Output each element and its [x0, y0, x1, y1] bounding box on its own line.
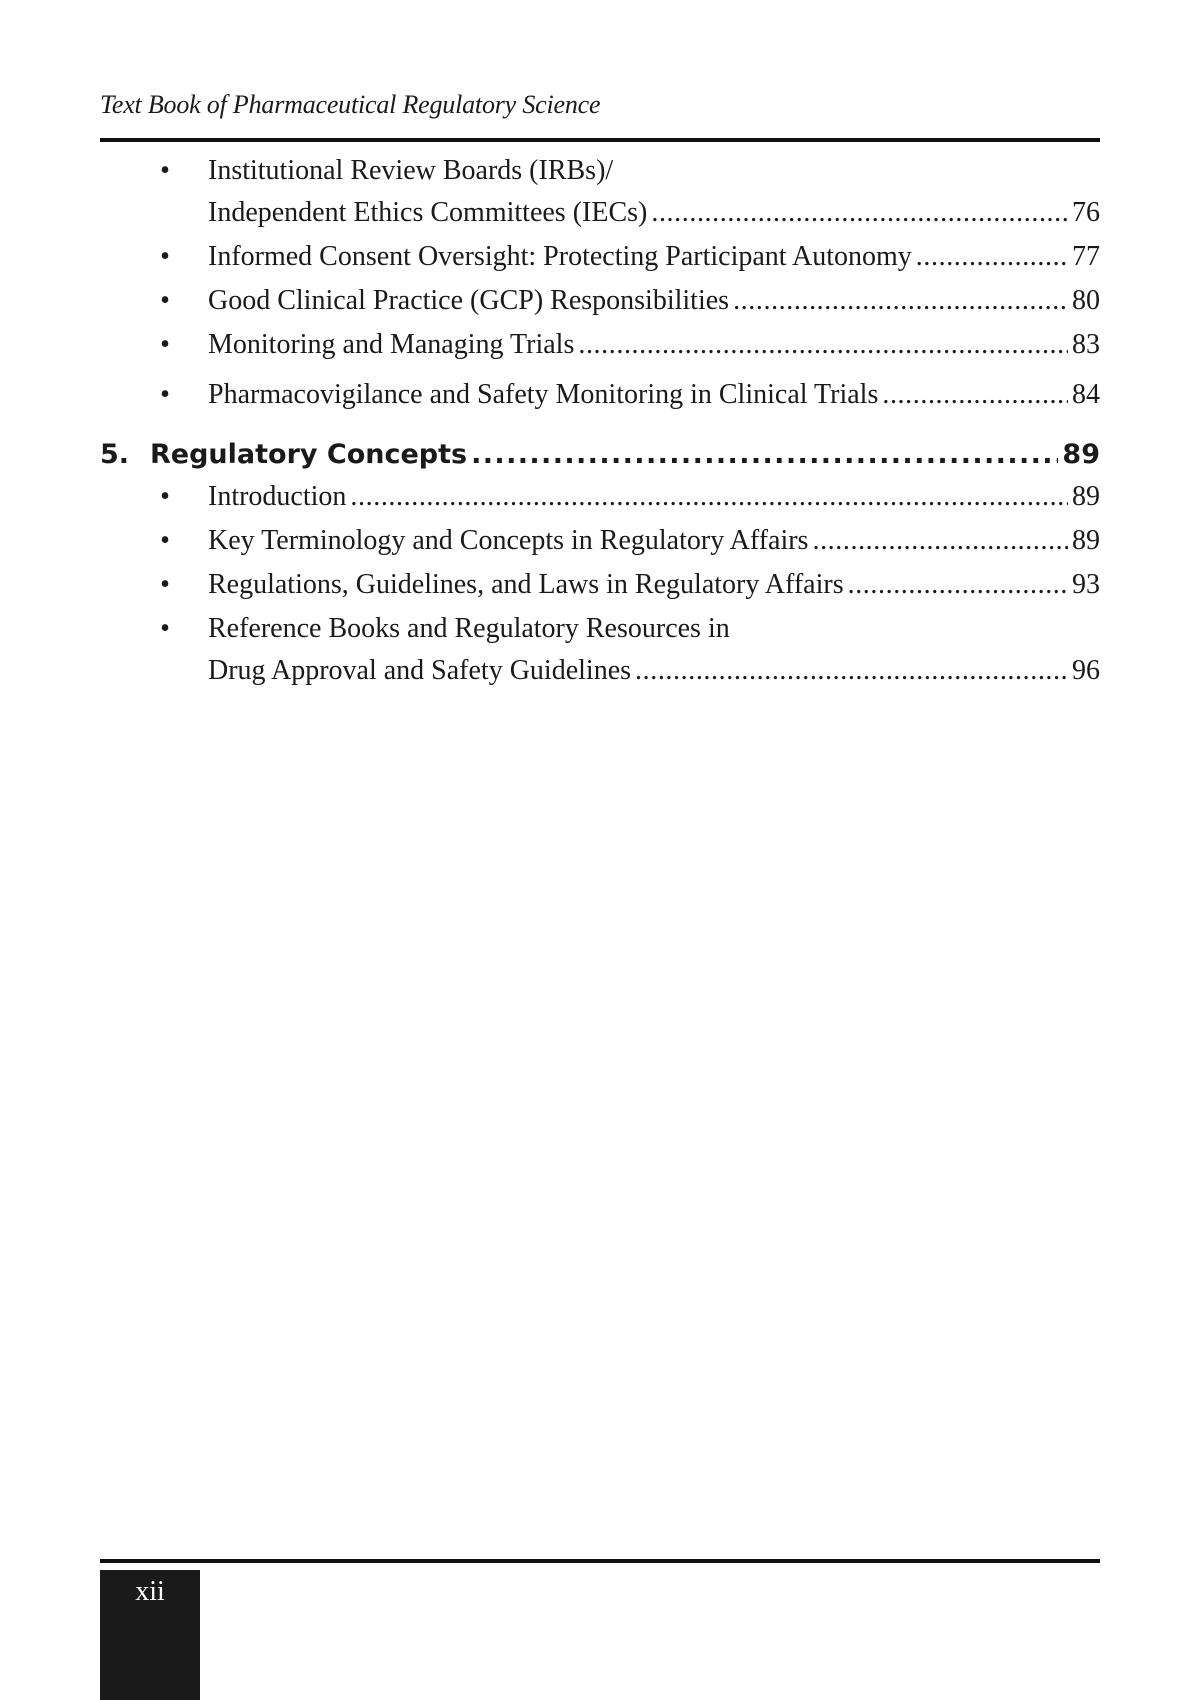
toc-entry-line [208, 476, 1100, 518]
toc-entry-line [208, 520, 1100, 562]
toc-entry-page-number: 77 [1072, 241, 1100, 272]
toc-entry-body [208, 150, 1100, 234]
dot-leader [733, 280, 1068, 322]
toc-chapter-entry[interactable] [100, 434, 1100, 476]
toc-entry-page-number: 84 [1072, 379, 1100, 410]
chapter-page-number: 89 [1062, 439, 1100, 470]
bullet-icon: • [160, 285, 170, 316]
toc-entry-page-number: 76 [1072, 197, 1100, 228]
page-number: xii [135, 1576, 165, 1607]
toc-entry-title: Regulations, Guidelines, and Laws in Regulatory Affairs [208, 569, 844, 600]
toc-entry-line [208, 150, 1100, 192]
toc-entry-line [208, 374, 1100, 416]
dot-leader [350, 476, 1068, 518]
toc-entry[interactable] [100, 520, 1100, 562]
toc-section-5-items [100, 476, 1100, 692]
dot-leader [848, 564, 1068, 606]
toc-entry-title: Introduction [208, 481, 347, 512]
toc-entry-title: Good Clinical Practice (GCP) Responsibilities [208, 285, 730, 316]
bullet-icon: • [160, 155, 170, 186]
toc-section-4-items [100, 150, 1100, 416]
toc-entry[interactable] [100, 476, 1100, 518]
toc-entry-page-number: 89 [1072, 481, 1100, 512]
toc-entry-line [208, 192, 1100, 234]
toc-entry-page-number: 83 [1072, 329, 1100, 360]
chapter-title: Regulatory Concepts [150, 439, 468, 470]
header-rule [100, 138, 1100, 142]
toc-entry[interactable] [100, 280, 1100, 322]
toc-entry-body [208, 280, 1100, 322]
toc-entry[interactable] [100, 324, 1100, 366]
dot-leader [882, 374, 1068, 416]
dot-leader [651, 192, 1068, 234]
toc-entry-line [208, 324, 1100, 366]
bullet-icon: • [160, 481, 170, 512]
toc-entry[interactable] [100, 608, 1100, 692]
toc-entry-page-number: 80 [1072, 285, 1100, 316]
toc-entry-title: Key Terminology and Concepts in Regulatory Affairs [208, 525, 809, 556]
toc-entry-title: Informed Consent Oversight: Protecting Participant Autonomy [208, 241, 912, 272]
bullet-icon: • [160, 329, 170, 360]
toc-entry-body [208, 608, 1100, 692]
toc-entry-title: Institutional Review Boards (IRBs)/ [208, 155, 614, 186]
toc-entry-line [208, 280, 1100, 322]
toc-entry-body [208, 476, 1100, 518]
toc-entry-line [208, 236, 1100, 278]
dot-leader [812, 520, 1068, 562]
toc-entry-title: Drug Approval and Safety Guidelines [208, 655, 632, 686]
footer-rule [100, 1559, 1100, 1563]
toc-entry-title: Independent Ethics Committees (IECs) [208, 197, 648, 228]
toc-entry[interactable] [100, 374, 1100, 416]
dot-leader [635, 650, 1068, 692]
dot-leader [916, 236, 1068, 278]
toc-entry-line [208, 564, 1100, 606]
dot-leader [578, 324, 1068, 366]
toc-entry-title: Pharmacovigilance and Safety Monitoring in Clinical Trials [208, 379, 879, 410]
running-header: Text Book of Pharmaceutical Regulatory Science [100, 90, 601, 119]
chapter-number: 5. [100, 439, 130, 470]
toc-entry-body [208, 236, 1100, 278]
toc-entry-body [208, 324, 1100, 366]
toc-entry-title: Monitoring and Managing Trials [208, 329, 575, 360]
chapter-line [150, 434, 1100, 476]
toc-entry-title: Reference Books and Regulatory Resources in [208, 613, 730, 644]
toc-entry-body [208, 564, 1100, 606]
toc-entry-page-number: 93 [1072, 569, 1100, 600]
toc-entry-page-number: 96 [1072, 655, 1100, 686]
toc-entry-line [208, 650, 1100, 692]
toc-entry[interactable] [100, 150, 1100, 234]
table-of-contents [100, 150, 1100, 692]
toc-entry-body [208, 520, 1100, 562]
bullet-icon: • [160, 241, 170, 272]
toc-entry[interactable] [100, 236, 1100, 278]
folio-tab [100, 1570, 200, 1700]
bullet-icon: • [160, 525, 170, 556]
toc-entry-line [208, 608, 1100, 650]
bullet-icon: • [160, 613, 170, 644]
toc-entry[interactable] [100, 564, 1100, 606]
toc-entry-body [208, 374, 1100, 416]
bullet-icon: • [160, 379, 170, 410]
dot-leader [471, 434, 1058, 476]
bullet-icon: • [160, 569, 170, 600]
toc-entry-page-number: 89 [1072, 525, 1100, 556]
